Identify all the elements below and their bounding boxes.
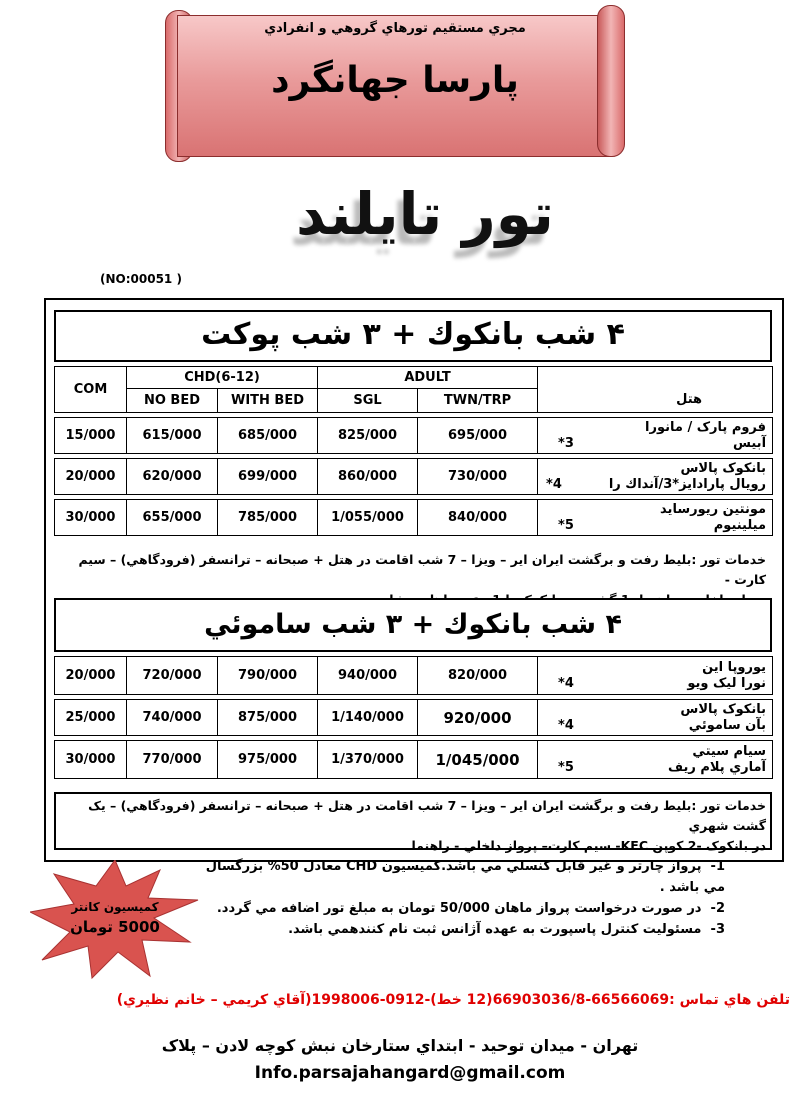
table-row: [55, 459, 773, 495]
sgl-price: 1/055/000: [318, 500, 418, 536]
price-sheet-frame: [44, 298, 784, 862]
note-text: مسئوليت كنترل پاسپورت به عهده آژانس ثبت نام كنندهمي باشد.: [288, 922, 702, 937]
star-rating: 4*: [558, 717, 574, 733]
with-bed-price: 685/000: [218, 418, 318, 454]
no-bed-price: 620/000: [127, 459, 218, 495]
hotel-line1: فروم پارک / مانورا: [645, 419, 767, 435]
tour-title: تور تايلند: [296, 180, 554, 248]
counter-commission-badge: [30, 860, 200, 980]
package1-title: ۴ شب بانكوك + ۳ شب پوكت: [54, 310, 772, 362]
notes-list: [200, 856, 725, 940]
hotel-name: [538, 700, 773, 736]
no-bed-price: 615/000: [127, 418, 218, 454]
sgl-price: 860/000: [318, 459, 418, 495]
scroll-roll-right: [597, 5, 625, 157]
note-item: [200, 919, 725, 940]
com-value: 20/000: [55, 657, 127, 695]
package2-title: ۴ شب بانكوك + ۳ شب ساموئي: [54, 598, 772, 652]
hotel-line1: يوروپا این: [702, 659, 766, 675]
table-row: [55, 657, 773, 695]
star-rating: 5*: [558, 759, 574, 775]
col-with-bed: WITH BED: [218, 389, 318, 413]
col-adult: ADULT: [318, 367, 538, 389]
hotel-line2: آماري پلام ريف: [668, 759, 766, 775]
hotel-line2: نورا ليک ويو: [687, 675, 766, 691]
col-sgl: SGL: [318, 389, 418, 413]
table-row: [55, 700, 773, 736]
hotel-name: [538, 418, 773, 454]
no-bed-price: 770/000: [127, 741, 218, 779]
twn-price: 730/000: [418, 459, 538, 495]
com-value: 30/000: [55, 741, 127, 779]
agency-name: پارسا جهانگرد: [271, 60, 519, 101]
table-row: [55, 741, 773, 779]
no-bed-price: 655/000: [127, 500, 218, 536]
counter-commission-amount: 5000 تومان: [70, 918, 160, 936]
col-com: COM: [55, 367, 127, 413]
twn-price: 920/000: [418, 700, 538, 736]
with-bed-price: 699/000: [218, 459, 318, 495]
contact-phones: تلفن هاي تماس :66566069-66903036/8(12 خط)-0912-1998006(آقاي كريمي – خانم نظيري): [116, 992, 790, 1008]
com-value: 15/000: [55, 418, 127, 454]
note-number: 2-: [710, 901, 725, 916]
hotel-line1: بانكوک پالاس: [680, 701, 766, 717]
col-no-bed: NO BED: [127, 389, 218, 413]
with-bed-price: 975/000: [218, 741, 318, 779]
note-number: 3-: [710, 922, 725, 937]
package2-rates-table: [54, 656, 773, 779]
star-rating: 4*: [546, 476, 562, 492]
services-line1: خدمات تور :بليط رفت و برگشت ايران اير – ويزا – 7 شب اقامت در هتل + صبحانه – ترانسفر (فرودگاهي) – سيم كارت -: [78, 552, 766, 587]
hotel-name: [538, 459, 773, 495]
agency-banner: [165, 5, 625, 165]
sgl-price: 1/370/000: [318, 741, 418, 779]
reference-number: (NO:00051 ): [100, 272, 182, 286]
twn-price: 1/045/000: [418, 741, 538, 779]
package2-services: [54, 792, 772, 853]
package1-rates-table: [54, 366, 773, 536]
star-rating: 4*: [558, 675, 574, 691]
col-hotel: هتل: [538, 367, 773, 413]
counter-commission-label: كميسيون كانتر: [71, 900, 159, 914]
no-bed-price: 720/000: [127, 657, 218, 695]
hotel-name: [538, 741, 773, 779]
col-chd: CHD(6-12): [127, 367, 318, 389]
contact-address: تهران - ميدان توحيد - ابتداي ستارخان نبش كوچه لادن – پلاک: [161, 1036, 639, 1055]
hotel-line2: ميلينيوم: [713, 517, 767, 533]
note-item: [200, 856, 725, 898]
sgl-price: 825/000: [318, 418, 418, 454]
note-item: [200, 898, 725, 919]
table-row: [55, 418, 773, 454]
sgl-price: 1/140/000: [318, 700, 418, 736]
hotel-line2: بآن ساموئي: [688, 717, 766, 733]
with-bed-price: 785/000: [218, 500, 318, 536]
com-value: 25/000: [55, 700, 127, 736]
com-value: 20/000: [55, 459, 127, 495]
note-text: در صورت درخواست پرواز ماهان 50/000 تومان به مبلغ تور اضافه مي گردد.: [216, 901, 702, 916]
with-bed-price: 790/000: [218, 657, 318, 695]
hotel-name: [538, 500, 773, 536]
twn-price: 820/000: [418, 657, 538, 695]
col-twn-trp: TWN/TRP: [418, 389, 538, 413]
hotel-line1: مونتين ريورسايد: [660, 501, 767, 517]
note-text: پرواز چارتر و غير قابل كنسلي مي باشد.كميسيون CHD معادل 50% بزرگسال مي باشد .: [205, 859, 725, 895]
hotel-name: [538, 657, 773, 695]
agency-subtitle: مجري مستقيم تورهاي گروهي و انفرادي: [264, 21, 526, 36]
sgl-price: 940/000: [318, 657, 418, 695]
services-line2: در بانكوک -2 كوپن KFC- سيم كارت– پرواز داخلي - راهنما: [411, 838, 766, 853]
hotel-line2: آبيس: [733, 435, 767, 451]
star-rating: 3*: [558, 435, 574, 451]
contact-email[interactable]: Info.parsajahangard@gmail.com: [254, 1063, 566, 1083]
twn-price: 840/000: [418, 500, 538, 536]
twn-price: 695/000: [418, 418, 538, 454]
note-number: 1-: [710, 859, 725, 874]
com-value: 30/000: [55, 500, 127, 536]
hotel-line2: رويال پارادايز*3/آنداك را: [608, 476, 767, 492]
hotel-line1: بانكوک پالاس: [680, 460, 767, 476]
hotel-line1: سيام سيتي: [692, 743, 766, 759]
table-row: [55, 500, 773, 536]
services-line1: خدمات تور :بليط رفت و برگشت ايران اير – ويزا – 7 شب اقامت در هتل + صبحانه – ترانسفر (فرودگاهي) – يک گشت شهري: [88, 798, 766, 833]
with-bed-price: 875/000: [218, 700, 318, 736]
no-bed-price: 740/000: [127, 700, 218, 736]
star-rating: 5*: [558, 517, 574, 533]
